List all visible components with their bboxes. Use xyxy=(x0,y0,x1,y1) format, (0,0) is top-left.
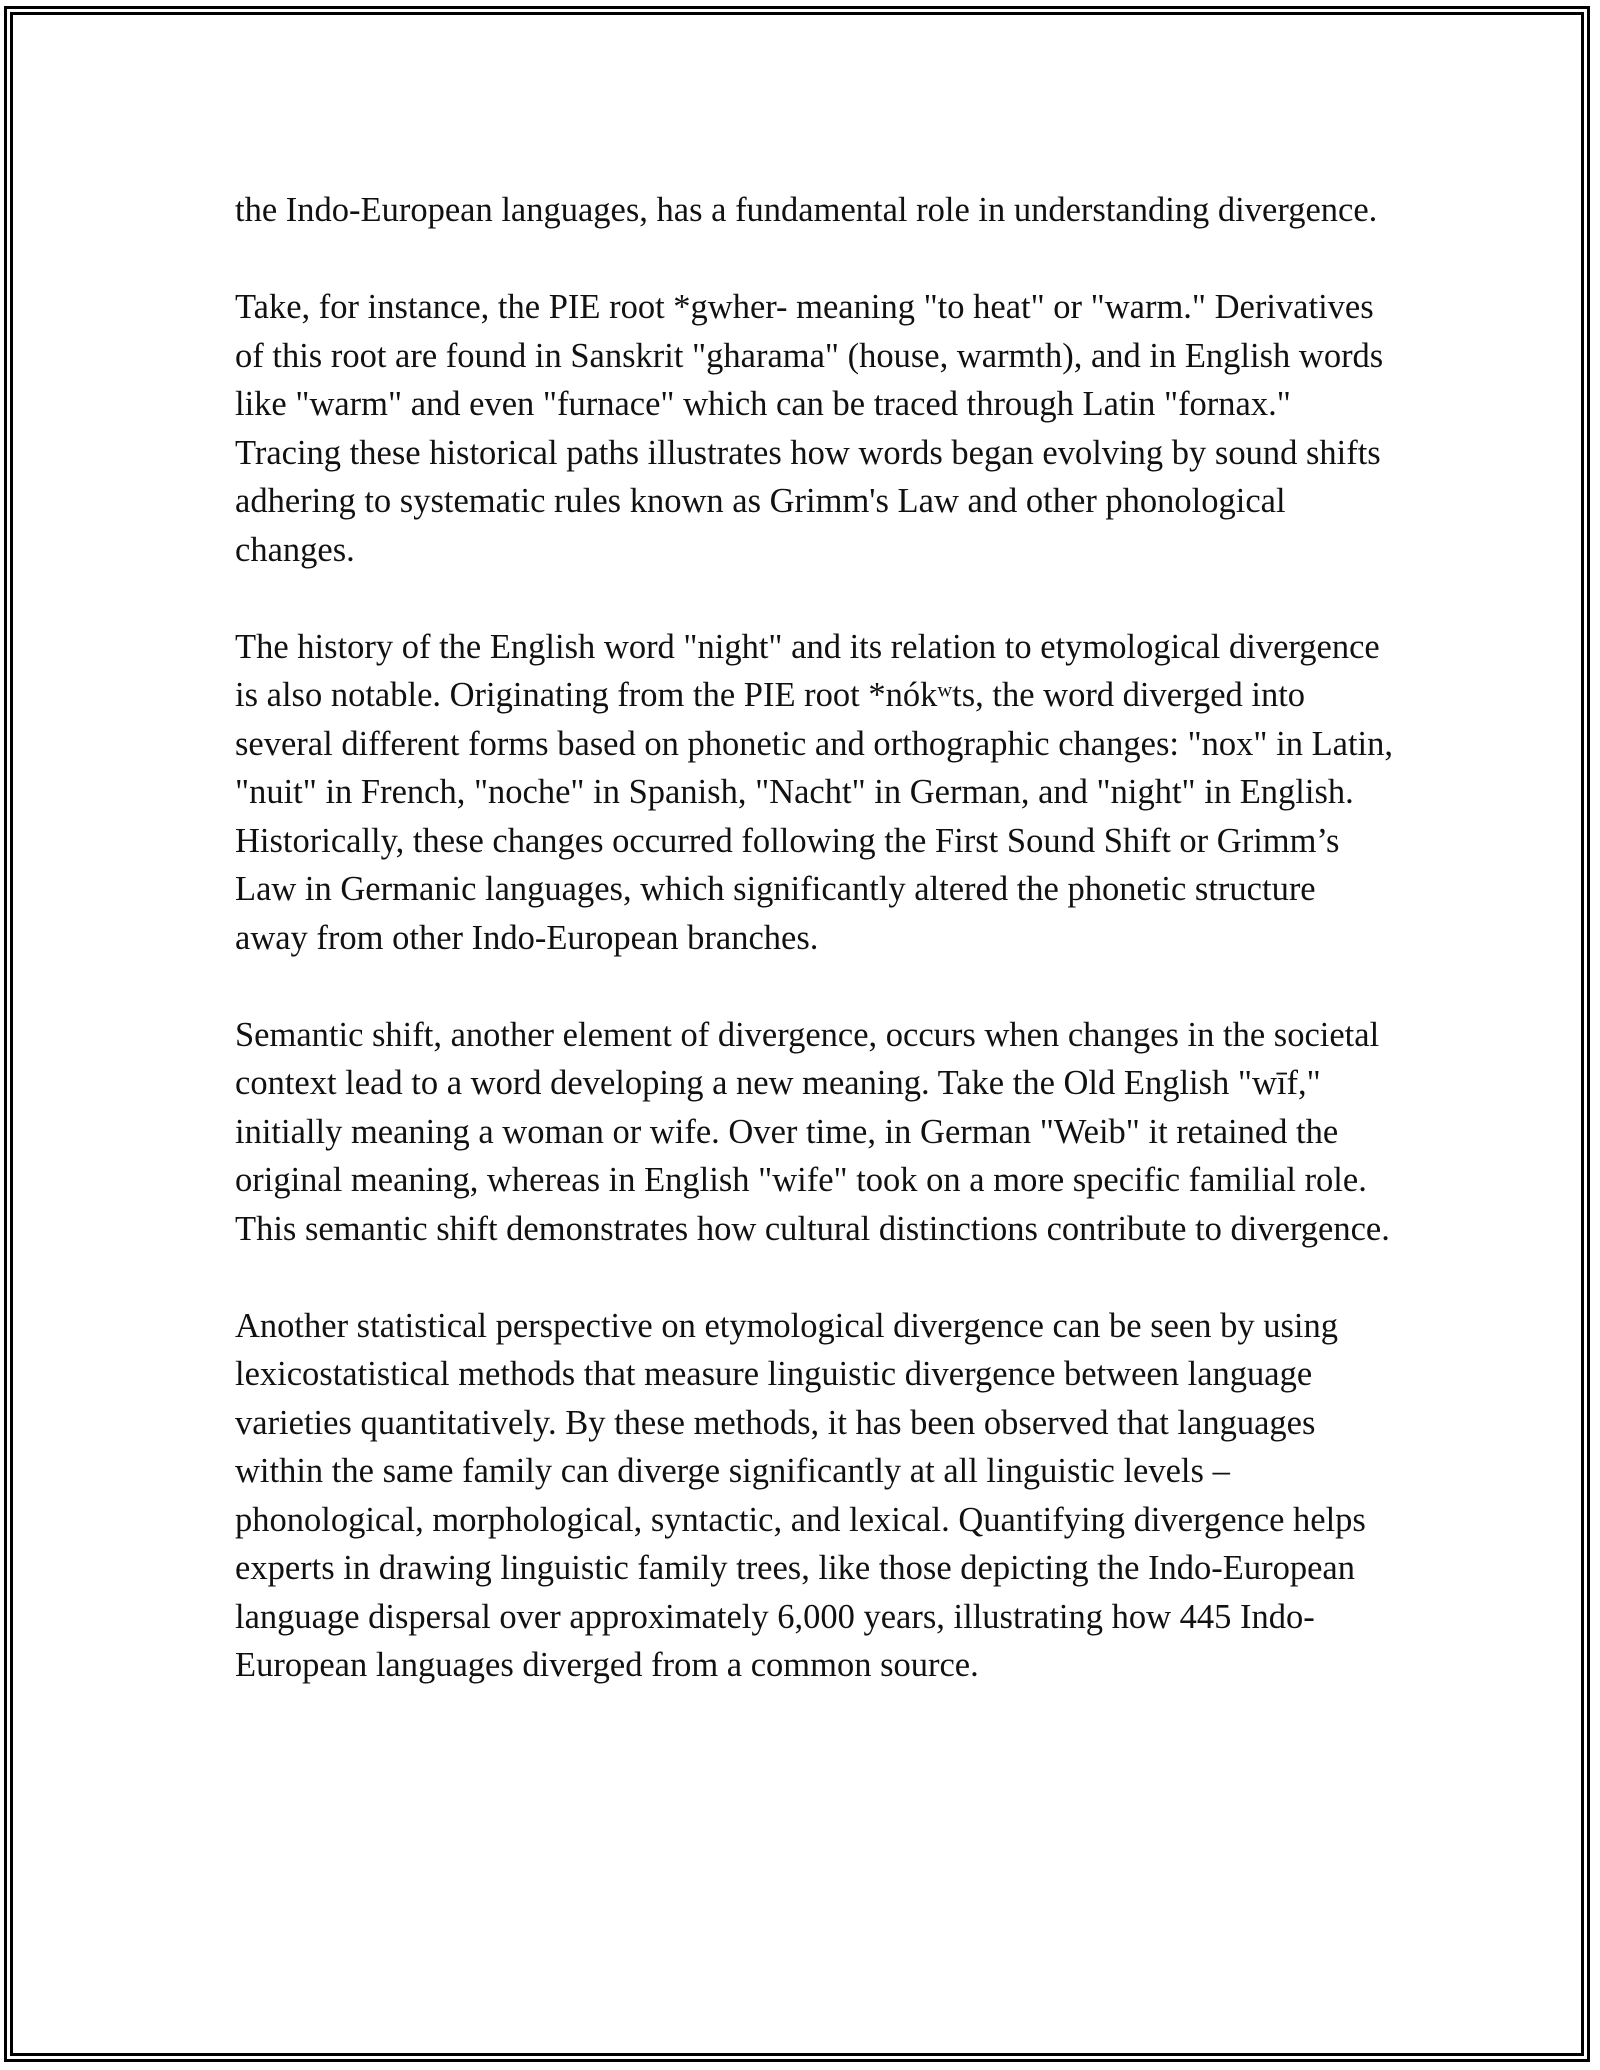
paragraph-3: The history of the English word "night" and its relation to etymological divergence is also notable. Originating from the PIE root *nókʷts, the word diverged into several different forms based on phonetic and orthographic changes: "nox" in Latin, "nuit" in French, "noche" in Spanish, "Nacht" in German, and "night" in English. Historically, these changes occurred following the First Sound Shift or Grimm’s Law in Germanic languages, which significantly altered the phonetic structure away from other Indo-European branches. xyxy=(235,627,1394,957)
paragraph-2: Take, for instance, the PIE root *gwher- meaning "to heat" or "warm." Derivatives of this root are found in Sanskrit "gharama" (house, warmth), and in English words like "warm" and even "furnace" which can be traced through Latin "fornax." Tracing these historical paths illustrates how words began evolving by sound shifts adhering to systematic rules known as Grimm's Law and other phonological changes. xyxy=(235,288,1384,569)
paragraph-4: Semantic shift, another element of divergence, occurs when changes in the societal context lead to a word developing a new meaning. Take the Old English "wīf," initially meaning a woman or wife. Over time, in German "Weib" it retained the original meaning, whereas in English "wife" took on a more specific familial role. This semantic shift demonstrates how cultural distinctions contribute to divergence. xyxy=(235,1015,1390,1248)
paragraph-5: Another statistical perspective on etymological divergence can be seen by using lexicostatistical methods that measure linguistic divergence between language varieties quantitatively. By these methods, it has been observed that languages within the same family can diverge significantly at all linguistic levels – phonological, morphological, syntactic, and lexical. Quantifying divergence helps experts in drawing linguistic family trees, like those depicting the Indo-European language dispersal over approximately 6,000 years, illustrating how 445 Indo-European languages diverged from a common source. xyxy=(235,1306,1366,1684)
paragraph-1: the Indo-European languages, has a fundamental role in understanding divergence. xyxy=(235,191,1378,229)
document-body xyxy=(235,186,1395,1690)
